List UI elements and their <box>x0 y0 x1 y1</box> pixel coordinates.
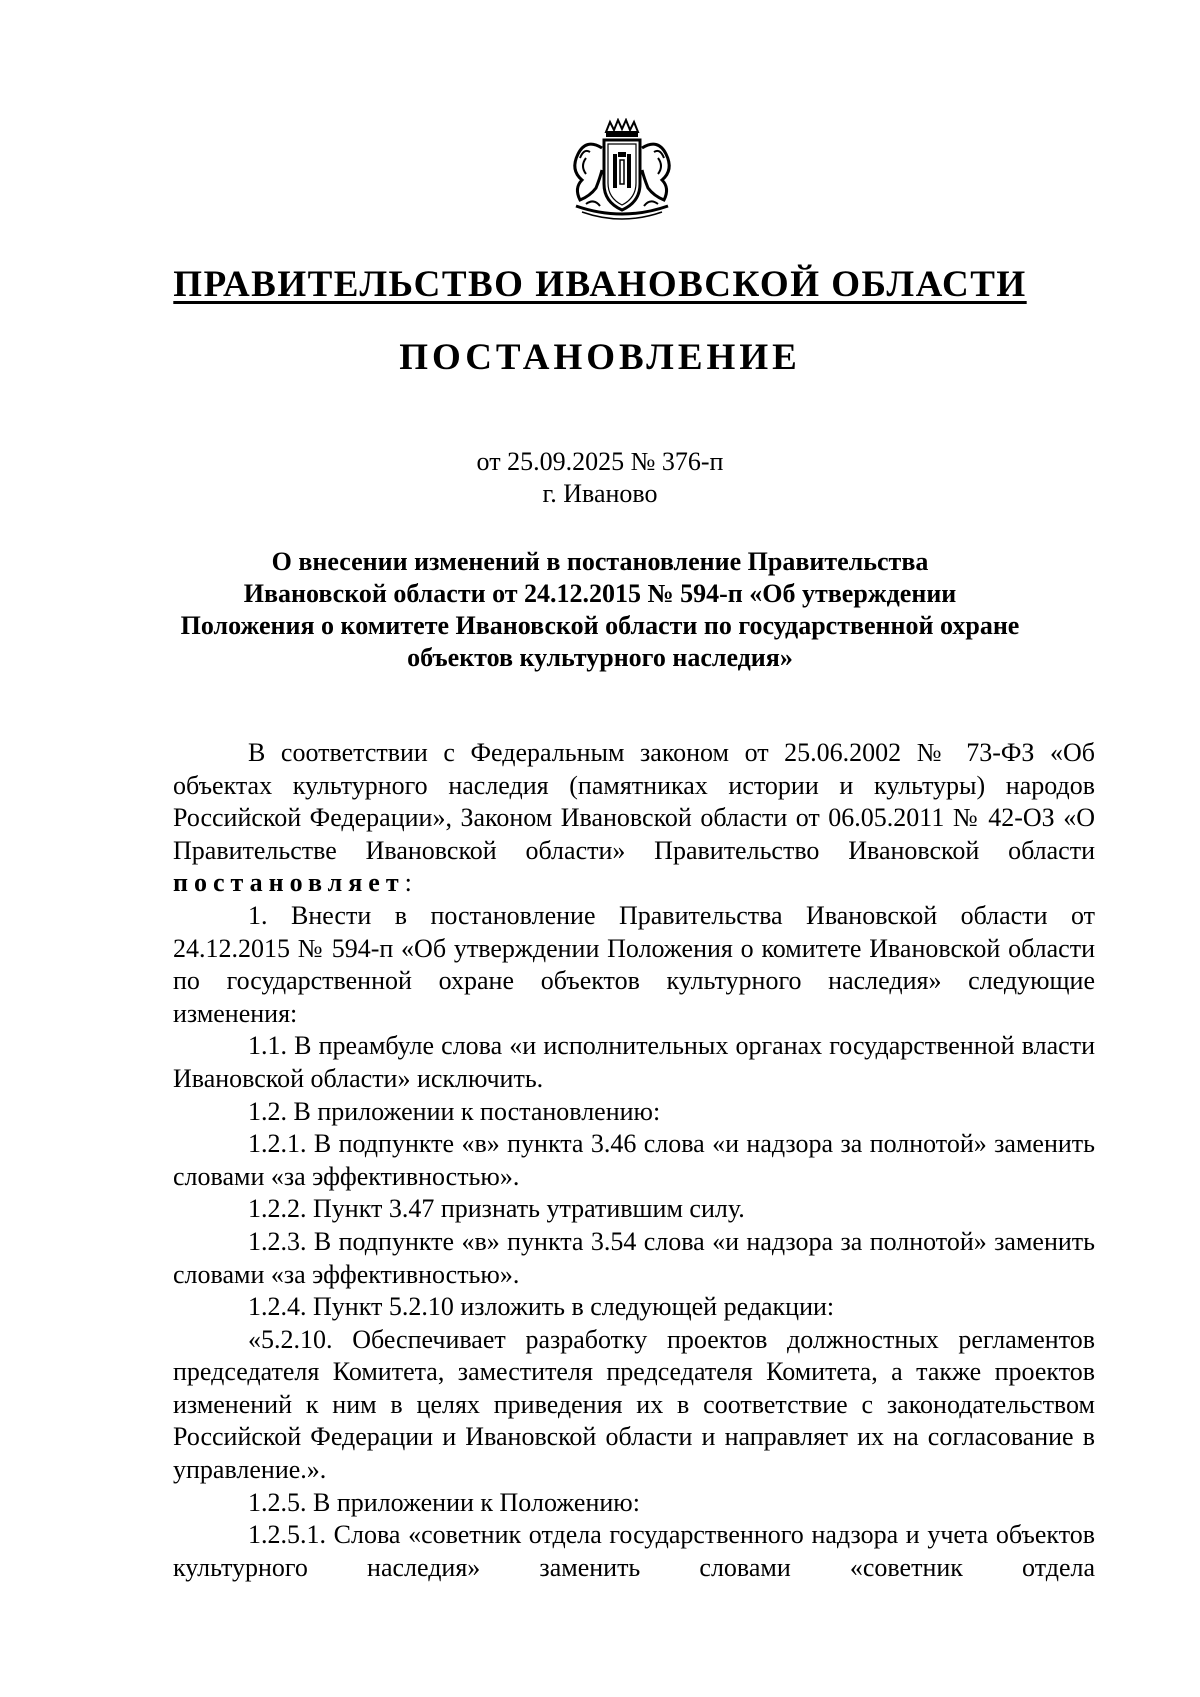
subject-line: Положения о комитете Ивановской области по государственной охране <box>180 611 1020 640</box>
subject-line: объектов культурного наследия» <box>407 643 793 672</box>
preamble-text: В соответствии с Федеральным законом от 25.06.2002 № 73-ФЗ «Об объектах культурного наследия (памятниках истории и культуры) народов Российской Федерации», Законом Ивановской области от 06.05.2011 № 42-ОЗ «О Правительстве Ивановской области» Правительство Ивановской области <box>173 738 1095 865</box>
dateline <box>0 446 1200 510</box>
paragraph-1: 1. Внести в постановление Правительства Ивановской области от 24.12.2015 № 594-п «Об утверждении Положения о комитете Ивановской области по государственной охране объектов культурного наследия» следующие изменения: <box>173 900 1095 1028</box>
date-number: от 25.09.2025 № 376-п <box>476 447 724 476</box>
subject-line: Ивановской области от 24.12.2015 № 594-п «Об утверждении <box>243 579 957 608</box>
city: г. Иваново <box>542 479 658 508</box>
paragraph-1-2: 1.2. В приложении к постановлению: <box>248 1096 661 1126</box>
paragraph-5-2-10: «5.2.10. Обеспечивает разработку проектов должностных регламентов председателя Комитета, заместителя председателя Комитета, а также проектов изменений к ним в целях приведения их в соответствие с законодательством Российской Федерации и Ивановской области и направляет их на согласование в управление.». <box>173 1324 1095 1485</box>
paragraph-1-2-1: 1.2.1. В подпункте «в» пункта 3.46 слова «и надзора за полнотой» заменить словами «за эффективностью». <box>173 1129 1095 1191</box>
government-title <box>0 262 1200 308</box>
preamble-paragraph <box>173 737 1095 900</box>
paragraph-1-1: 1.1. В преамбуле слова «и исполнительных органах государственной власти Ивановской области» исключить. <box>173 1031 1095 1093</box>
preamble-verb: постановляет <box>173 868 405 898</box>
paragraph-1-2-3: 1.2.3. В подпункте «в» пункта 3.54 слова «и надзора за полнотой» заменить словами «за эффективностью». <box>173 1226 1095 1289</box>
document-body <box>173 737 1095 1584</box>
coat-of-arms-icon <box>556 118 688 228</box>
subject-line: О внесении изменений в постановление Правительства <box>271 547 929 576</box>
paragraph-1-2-5-1: 1.2.5.1. Слова «советник отдела государственного надзора и учета объектов культурного наследия» заменить словами «советник отдела <box>173 1520 1095 1582</box>
paragraph-1-2-5: 1.2.5. В приложении к Положению: <box>248 1487 640 1517</box>
preamble-end: : <box>404 868 412 898</box>
government-title-text: ПРАВИТЕЛЬСТВО ИВАНОВСКОЙ ОБЛАСТИ <box>173 264 1027 305</box>
document-type: ПОСТАНОВЛЕНИЕ <box>399 337 801 378</box>
document-subject <box>150 546 1050 674</box>
paragraph-1-2-2: 1.2.2. Пункт 3.47 признать утратившим силу. <box>248 1194 745 1224</box>
paragraph-1-2-4: 1.2.4. Пункт 5.2.10 изложить в следующей редакции: <box>248 1292 835 1322</box>
